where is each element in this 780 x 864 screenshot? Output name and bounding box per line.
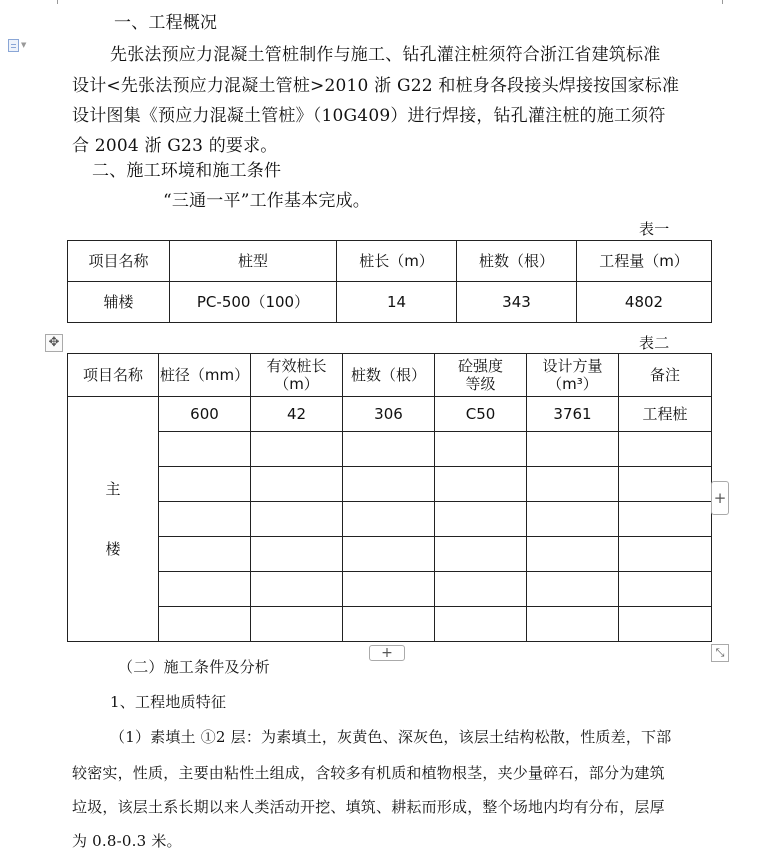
header-project-name[interactable]: 项目名称 — [68, 241, 170, 282]
section-1-heading: 一、工程概况 — [114, 13, 218, 33]
header-remarks[interactable]: 备注 — [619, 354, 712, 397]
empty-cell[interactable] — [251, 572, 343, 607]
cell-pile-type[interactable]: PC-500（100） — [170, 282, 337, 323]
margin-mark-right — [722, 0, 723, 4]
empty-cell[interactable] — [619, 502, 712, 537]
empty-cell[interactable] — [251, 467, 343, 502]
paragraph-line-4: 合 2004 浙 G23 的要求。 — [72, 136, 278, 156]
cell-pile-count[interactable]: 306 — [343, 397, 435, 432]
empty-cell[interactable] — [435, 502, 527, 537]
empty-cell[interactable] — [619, 607, 712, 642]
empty-cell[interactable] — [251, 537, 343, 572]
add-row-button[interactable]: + — [369, 645, 405, 661]
cell-remarks[interactable]: 工程桩 — [619, 397, 712, 432]
empty-cell[interactable] — [251, 607, 343, 642]
resize-icon[interactable]: ⤡ — [711, 644, 729, 662]
empty-cell[interactable] — [159, 537, 251, 572]
header-project-name[interactable]: 项目名称 — [68, 354, 159, 397]
empty-cell[interactable] — [527, 467, 619, 502]
empty-cell[interactable] — [527, 537, 619, 572]
header-pile-diameter[interactable]: 桩径（mm） — [159, 354, 251, 397]
cell-project-main-building[interactable] — [68, 397, 159, 642]
empty-cell[interactable] — [343, 572, 435, 607]
header-pile-type[interactable]: 桩型 — [170, 241, 337, 282]
empty-cell[interactable] — [251, 502, 343, 537]
cell-quantity[interactable]: 4802 — [577, 282, 712, 323]
chevron-down-icon: ▼ — [21, 41, 27, 49]
empty-cell[interactable] — [159, 502, 251, 537]
header-effective-length[interactable]: 有效桩长 （m） — [251, 354, 343, 397]
table-2-caption: 表二 — [639, 334, 670, 352]
paragraph-line-2: 设计<先张法预应力混凝土管桩>2010 浙 G22 和桩身各段接头焊接按国家标准 — [72, 76, 680, 96]
project-char-2: 楼 — [105, 540, 121, 558]
empty-cell[interactable] — [343, 607, 435, 642]
header-pile-length[interactable]: 桩长（m） — [337, 241, 457, 282]
table-2 — [67, 353, 712, 642]
table-1 — [67, 240, 712, 323]
document-icon[interactable] — [8, 38, 30, 52]
project-char-1: 主 — [105, 480, 121, 498]
geology-line-1: （1）素填土 ①2 层：为素填土，灰黄色、深灰色，该层土结构松散，性质差，下部 — [110, 728, 672, 746]
empty-cell[interactable] — [619, 537, 712, 572]
move-icon[interactable]: ✥ — [45, 334, 63, 352]
geology-line-2: 较密实，性质，主要由粘性土组成，含较多有机质和植物根茎，夹少量碎石，部分为建筑 — [72, 764, 665, 782]
paragraph-line-1: 先张法预应力混凝土管桩制作与施工、钻孔灌注桩须符合浙江省建筑标准 — [110, 45, 661, 65]
empty-cell[interactable] — [159, 607, 251, 642]
empty-cell[interactable] — [343, 432, 435, 467]
empty-cell[interactable] — [619, 432, 712, 467]
empty-cell[interactable] — [251, 432, 343, 467]
subsection-heading: （二）施工条件及分析 — [118, 658, 271, 676]
empty-cell[interactable] — [159, 572, 251, 607]
add-column-button[interactable]: + — [711, 481, 729, 515]
cell-effective-length[interactable]: 42 — [251, 397, 343, 432]
empty-cell[interactable] — [435, 467, 527, 502]
geology-line-4: 为 0.8-0.3 米。 — [72, 832, 182, 850]
header-pile-count[interactable]: 桩数（根） — [457, 241, 577, 282]
cell-concrete-grade[interactable]: C50 — [435, 397, 527, 432]
header-design-volume[interactable]: 设计方量 （m³） — [527, 354, 619, 397]
empty-cell[interactable] — [435, 537, 527, 572]
paragraph-line-3: 设计图集《预应力混凝土管桩》（10G409）进行焊接，钻孔灌注桩的施工须符 — [72, 106, 666, 126]
empty-cell[interactable] — [343, 537, 435, 572]
empty-cell[interactable] — [527, 432, 619, 467]
empty-cell[interactable] — [527, 572, 619, 607]
subsection-item-1: 1、工程地质特征 — [110, 693, 227, 711]
section-2-text: “三通一平”工作基本完成。 — [163, 191, 370, 211]
cell-pile-length[interactable]: 14 — [337, 282, 457, 323]
empty-cell[interactable] — [527, 607, 619, 642]
empty-cell[interactable] — [619, 572, 712, 607]
geology-line-3: 垃圾，该层土系长期以来人类活动开挖、填筑、耕耘而形成，整个场地内均有分布，层厚 — [72, 798, 665, 816]
table-1-caption: 表一 — [639, 220, 670, 238]
header-concrete-grade[interactable]: 砼强度 等级 — [435, 354, 527, 397]
cell-project-name[interactable]: 辅楼 — [68, 282, 170, 323]
empty-cell[interactable] — [435, 607, 527, 642]
empty-cell[interactable] — [435, 572, 527, 607]
empty-cell[interactable] — [619, 467, 712, 502]
header-pile-count[interactable]: 桩数（根） — [343, 354, 435, 397]
page-icon — [8, 39, 19, 52]
cell-design-volume[interactable]: 3761 — [527, 397, 619, 432]
empty-cell[interactable] — [159, 467, 251, 502]
empty-cell[interactable] — [343, 467, 435, 502]
empty-cell[interactable] — [527, 502, 619, 537]
empty-cell[interactable] — [435, 432, 527, 467]
section-2-heading: 二、施工环境和施工条件 — [92, 161, 282, 181]
empty-cell[interactable] — [159, 432, 251, 467]
margin-mark-left — [57, 0, 58, 4]
cell-pile-diameter[interactable]: 600 — [159, 397, 251, 432]
header-quantity[interactable]: 工程量（m） — [577, 241, 712, 282]
cell-pile-count[interactable]: 343 — [457, 282, 577, 323]
empty-cell[interactable] — [343, 502, 435, 537]
